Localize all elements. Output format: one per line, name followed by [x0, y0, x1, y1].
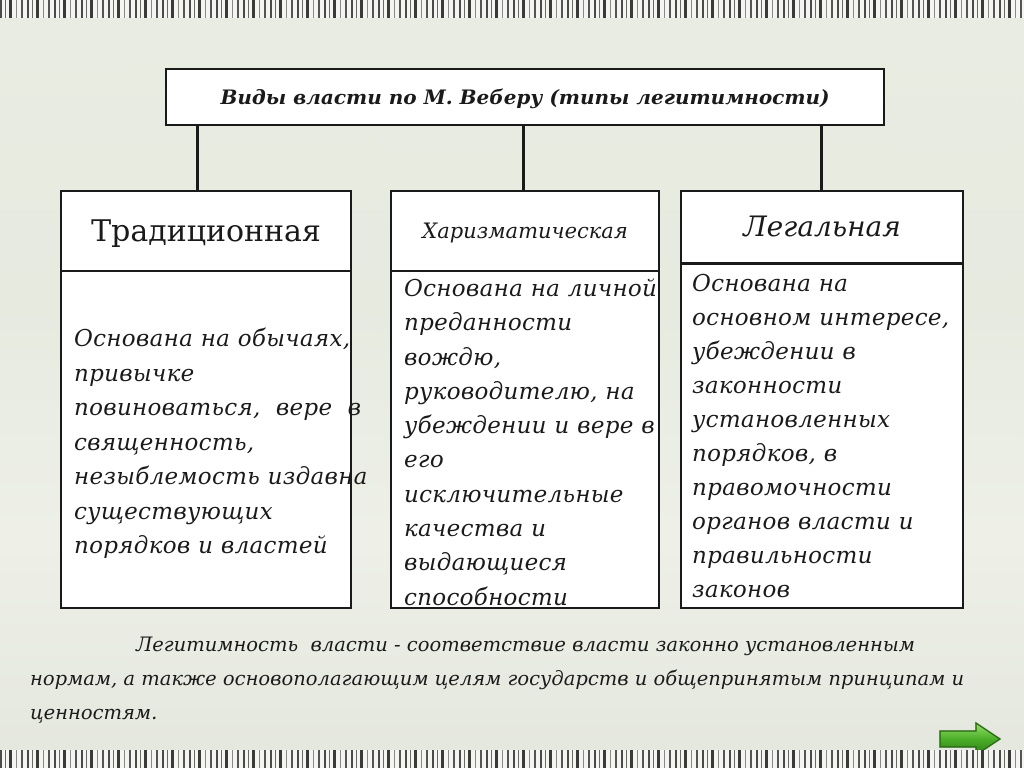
- diagram-title-box: [165, 68, 885, 126]
- description-line: исключительные: [404, 481, 624, 508]
- description-line: убеждении в: [692, 339, 857, 365]
- description-line: убеждении и вере в: [404, 413, 655, 440]
- description-line: преданности: [404, 310, 573, 337]
- bottom-decorative-stripe: [0, 750, 1024, 768]
- type-description-box-legal: [680, 263, 964, 609]
- description-line: установленных: [692, 407, 891, 433]
- description-line: органов власти и: [692, 509, 914, 535]
- legitimacy-definition: [30, 628, 1010, 730]
- type-description-box-traditional: [60, 270, 368, 609]
- description-line: порядков и властей: [74, 533, 328, 559]
- description-line: руководителю, на: [404, 378, 635, 405]
- description-line: Основана на: [692, 271, 849, 297]
- definition-line: нормам, а также основополагающим целям государств и общепринятым принципам и: [30, 667, 965, 690]
- description-line: выдающиеся: [404, 550, 568, 577]
- description-line: священность,: [74, 429, 255, 456]
- description-line: правомочности: [692, 475, 893, 501]
- type-description-box-charismatic: [390, 270, 660, 609]
- description-line: привычке: [74, 360, 195, 387]
- type-heading-box-legal: [680, 190, 964, 264]
- description-line: Основана на личной: [404, 276, 658, 302]
- type-heading-box-charismatic: [390, 190, 660, 272]
- description-line: качества и: [404, 516, 547, 543]
- description-line: способности: [404, 584, 569, 611]
- connector-line: [196, 126, 199, 190]
- definition-line: Легитимность власти - соответствие власти законно установленным: [136, 633, 915, 656]
- description-line: законности: [692, 373, 843, 399]
- diagram-title: Виды власти по М. Веберу (типы легитимности): [220, 85, 830, 109]
- description-line: незыблемость издавна: [74, 464, 368, 490]
- definition-line: ценностям.: [30, 701, 158, 724]
- description-line: основном интересе,: [692, 305, 950, 331]
- connector-line: [522, 126, 525, 190]
- top-decorative-stripe: [0, 0, 1024, 18]
- description-line: повиноваться, вере в: [74, 395, 362, 421]
- description-line: правильности: [692, 543, 873, 569]
- description-line: Основана на обычаях,: [74, 326, 351, 352]
- description-line: существующих: [74, 498, 273, 525]
- description-line: порядков, в: [692, 441, 838, 467]
- connector-line: [820, 126, 823, 190]
- type-heading-traditional: Традиционная: [91, 213, 321, 249]
- type-heading-box-traditional: [60, 190, 352, 272]
- description-line: вождю,: [404, 344, 502, 371]
- description-line: законов: [692, 577, 791, 603]
- type-heading-legal: Легальная: [743, 210, 901, 243]
- type-heading-charismatic: Харизматическая: [422, 219, 628, 243]
- description-line: его: [404, 447, 444, 474]
